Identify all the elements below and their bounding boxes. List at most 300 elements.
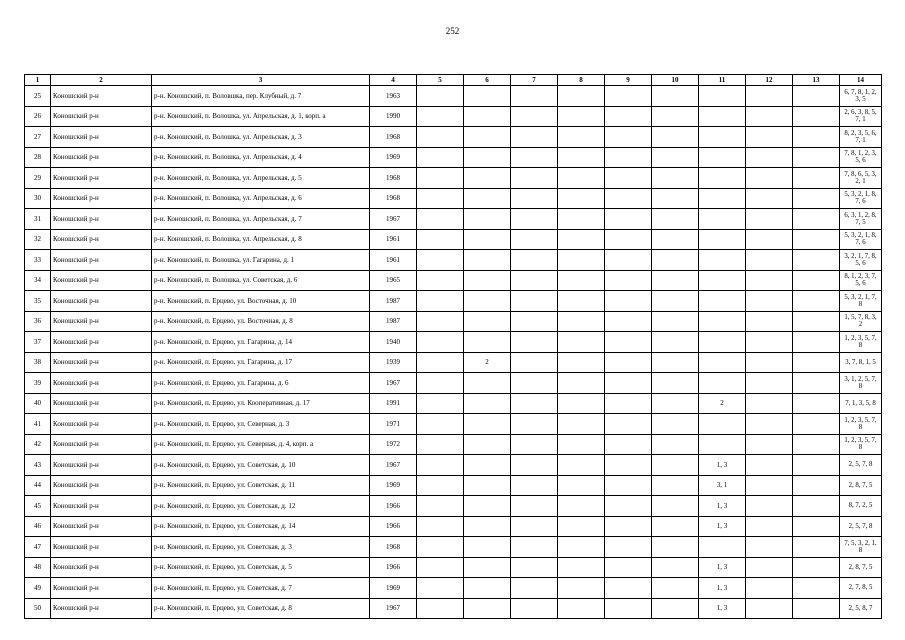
column-6-cell: [464, 86, 511, 107]
column-5-cell: [417, 86, 464, 107]
code-list-cell: 3, 7, 8, 1, 5: [840, 352, 882, 373]
column-8-cell: [558, 578, 605, 599]
column-13-cell: [793, 332, 840, 353]
column-7-cell: [511, 578, 558, 599]
column-11-cell: [699, 188, 746, 209]
column-11-cell: 1, 3: [699, 578, 746, 599]
district-cell: Коношский р-н: [51, 291, 152, 312]
column-6-cell: [464, 168, 511, 189]
column-header-8: 8: [558, 75, 605, 86]
column-10-cell: [652, 250, 699, 271]
column-11-cell: [699, 352, 746, 373]
column-11-cell: [699, 373, 746, 394]
column-8-cell: [558, 250, 605, 271]
table-row: [25, 311, 882, 332]
column-8-cell: [558, 332, 605, 353]
column-5-cell: [417, 147, 464, 168]
column-11-cell: [699, 414, 746, 435]
column-7-cell: [511, 106, 558, 127]
row-number-cell: 41: [25, 414, 51, 435]
column-9-cell: [605, 86, 652, 107]
column-7-cell: [511, 229, 558, 250]
column-5-cell: [417, 455, 464, 476]
table-row: [25, 393, 882, 414]
column-10-cell: [652, 332, 699, 353]
column-6-cell: [464, 393, 511, 414]
column-5-cell: [417, 188, 464, 209]
column-10-cell: [652, 496, 699, 517]
address-cell: р-н. Коношский, п. Волошка, ул. Апрельская, д. 3: [152, 127, 370, 148]
column-12-cell: [746, 578, 793, 599]
code-list-cell: 8, 1, 2, 3, 7, 5, 6: [840, 270, 882, 291]
code-list-cell: 1, 5, 7, 8, 3, 2: [840, 311, 882, 332]
code-list-cell: 6, 3, 1, 2, 8, 7, 5: [840, 209, 882, 230]
code-list-cell: 5, 3, 2, 1, 7, 8: [840, 291, 882, 312]
year-cell: 1990: [370, 106, 417, 127]
table-row: [25, 598, 882, 619]
column-10-cell: [652, 455, 699, 476]
district-cell: Коношский р-н: [51, 311, 152, 332]
column-6-cell: [464, 557, 511, 578]
column-6-cell: [464, 578, 511, 599]
address-cell: р-н. Коношский, п. Ерцево, ул. Восточная, д. 8: [152, 311, 370, 332]
column-10-cell: [652, 147, 699, 168]
page-number: 252: [445, 26, 460, 36]
column-11-cell: [699, 147, 746, 168]
column-9-cell: [605, 311, 652, 332]
column-6-cell: [464, 598, 511, 619]
column-7-cell: [511, 496, 558, 517]
column-12-cell: [746, 291, 793, 312]
column-8-cell: [558, 311, 605, 332]
column-10-cell: [652, 229, 699, 250]
column-13-cell: [793, 557, 840, 578]
district-cell: Коношский р-н: [51, 537, 152, 558]
code-list-cell: 5, 3, 2, 1, 8, 7, 6: [840, 229, 882, 250]
column-5-cell: [417, 496, 464, 517]
column-8-cell: [558, 147, 605, 168]
year-cell: 1940: [370, 332, 417, 353]
table-row: [25, 270, 882, 291]
code-list-cell: 3, 2, 1, 7, 8, 5, 6: [840, 250, 882, 271]
column-10-cell: [652, 106, 699, 127]
address-cell: р-н. Коношский, п. Ерцево, ул. Советская, д. 3: [152, 537, 370, 558]
column-10-cell: [652, 393, 699, 414]
table-row: [25, 127, 882, 148]
row-number-cell: 42: [25, 434, 51, 455]
table-row: [25, 188, 882, 209]
column-10-cell: [652, 270, 699, 291]
column-13-cell: [793, 475, 840, 496]
district-cell: Коношский р-н: [51, 147, 152, 168]
district-cell: Коношский р-н: [51, 188, 152, 209]
column-7-cell: [511, 455, 558, 476]
column-13-cell: [793, 537, 840, 558]
year-cell: 1961: [370, 250, 417, 271]
district-cell: Коношский р-н: [51, 352, 152, 373]
column-10-cell: [652, 516, 699, 537]
column-7-cell: [511, 393, 558, 414]
column-9-cell: [605, 209, 652, 230]
year-cell: 1966: [370, 557, 417, 578]
column-13-cell: [793, 188, 840, 209]
column-header-9: 9: [605, 75, 652, 86]
column-9-cell: [605, 475, 652, 496]
column-12-cell: [746, 352, 793, 373]
district-cell: Коношский р-н: [51, 414, 152, 435]
address-cell: р-н. Коношский, п. Волошка, ул. Апрельская, д. 4: [152, 147, 370, 168]
column-7-cell: [511, 373, 558, 394]
address-cell: р-н. Коношский, п. Волошка, ул. Апрельская, д. 8: [152, 229, 370, 250]
code-list-cell: 2, 7, 8, 5: [840, 578, 882, 599]
column-header-13: 13: [793, 75, 840, 86]
column-12-cell: [746, 86, 793, 107]
district-cell: Коношский р-н: [51, 434, 152, 455]
column-11-cell: [699, 434, 746, 455]
column-8-cell: [558, 291, 605, 312]
column-8-cell: [558, 127, 605, 148]
column-11-cell: 1, 3: [699, 455, 746, 476]
column-8-cell: [558, 373, 605, 394]
code-list-cell: 7, 1, 3, 5, 8: [840, 393, 882, 414]
table-row: [25, 537, 882, 558]
column-header-6: 6: [464, 75, 511, 86]
column-5-cell: [417, 106, 464, 127]
column-5-cell: [417, 578, 464, 599]
column-6-cell: [464, 188, 511, 209]
year-cell: 1967: [370, 373, 417, 394]
year-cell: 1939: [370, 352, 417, 373]
table-row: [25, 496, 882, 517]
column-11-cell: [699, 270, 746, 291]
column-9-cell: [605, 516, 652, 537]
column-11-cell: [699, 86, 746, 107]
column-7-cell: [511, 291, 558, 312]
column-5-cell: [417, 414, 464, 435]
address-cell: р-н. Коношский, п. Ерцево, ул. Гагарина, д. 17: [152, 352, 370, 373]
column-10-cell: [652, 598, 699, 619]
column-13-cell: [793, 168, 840, 189]
column-8-cell: [558, 496, 605, 517]
column-12-cell: [746, 229, 793, 250]
column-6-cell: [464, 127, 511, 148]
column-13-cell: [793, 578, 840, 599]
column-11-cell: [699, 127, 746, 148]
district-cell: Коношский р-н: [51, 598, 152, 619]
column-12-cell: [746, 373, 793, 394]
table-row: [25, 291, 882, 312]
table-row: [25, 578, 882, 599]
column-8-cell: [558, 414, 605, 435]
address-cell: р-н. Коношский, п. Ерцево, ул. Гагарина, д. 14: [152, 332, 370, 353]
column-7-cell: [511, 86, 558, 107]
district-cell: Коношский р-н: [51, 373, 152, 394]
column-9-cell: [605, 168, 652, 189]
column-5-cell: [417, 250, 464, 271]
column-5-cell: [417, 537, 464, 558]
column-12-cell: [746, 434, 793, 455]
column-12-cell: [746, 311, 793, 332]
column-header-7: 7: [511, 75, 558, 86]
district-cell: Коношский р-н: [51, 578, 152, 599]
column-7-cell: [511, 516, 558, 537]
column-10-cell: [652, 188, 699, 209]
row-number-cell: 44: [25, 475, 51, 496]
row-number-cell: 43: [25, 455, 51, 476]
row-number-cell: 40: [25, 393, 51, 414]
year-cell: 1965: [370, 270, 417, 291]
column-6-cell: [464, 496, 511, 517]
column-7-cell: [511, 209, 558, 230]
column-11-cell: [699, 209, 746, 230]
year-cell: 1968: [370, 188, 417, 209]
code-list-cell: 7, 8, 6, 5, 3, 2, 1: [840, 168, 882, 189]
column-9-cell: [605, 537, 652, 558]
column-12-cell: [746, 516, 793, 537]
address-cell: р-н. Коношский, п. Воловшка, пер. Клубный, д. 7: [152, 86, 370, 107]
table-row: [25, 516, 882, 537]
column-11-cell: 1, 3: [699, 557, 746, 578]
column-7-cell: [511, 557, 558, 578]
year-cell: 1971: [370, 414, 417, 435]
address-cell: р-н. Коношский, п. Ерцево, ул. Советская, д. 10: [152, 455, 370, 476]
year-cell: 1972: [370, 434, 417, 455]
column-11-cell: [699, 106, 746, 127]
address-cell: р-н. Коношский, п. Ерцево, ул. Советская, д. 7: [152, 578, 370, 599]
row-number-cell: 45: [25, 496, 51, 517]
year-cell: 1991: [370, 393, 417, 414]
column-11-cell: 1, 3: [699, 516, 746, 537]
row-number-cell: 26: [25, 106, 51, 127]
column-10-cell: [652, 414, 699, 435]
column-9-cell: [605, 455, 652, 476]
column-10-cell: [652, 537, 699, 558]
table-row: [25, 557, 882, 578]
address-cell: р-н. Коношский, п. Ерцево, ул. Гагарина, д. 6: [152, 373, 370, 394]
column-6-cell: [464, 332, 511, 353]
column-13-cell: [793, 455, 840, 476]
column-8-cell: [558, 537, 605, 558]
column-8-cell: [558, 106, 605, 127]
column-5-cell: [417, 229, 464, 250]
row-number-cell: 30: [25, 188, 51, 209]
column-12-cell: [746, 188, 793, 209]
code-list-cell: 7, 8, 1, 2, 3, 5, 6: [840, 147, 882, 168]
district-cell: Коношский р-н: [51, 106, 152, 127]
table-row: [25, 455, 882, 476]
column-header-12: 12: [746, 75, 793, 86]
column-10-cell: [652, 168, 699, 189]
year-cell: 1966: [370, 496, 417, 517]
column-13-cell: [793, 352, 840, 373]
row-number-cell: 32: [25, 229, 51, 250]
year-cell: 1963: [370, 86, 417, 107]
district-cell: Коношский р-н: [51, 270, 152, 291]
column-7-cell: [511, 127, 558, 148]
column-header-1: 1: [25, 75, 51, 86]
column-5-cell: [417, 475, 464, 496]
table-row: [25, 332, 882, 353]
column-11-cell: [699, 229, 746, 250]
column-9-cell: [605, 291, 652, 312]
column-9-cell: [605, 578, 652, 599]
year-cell: 1987: [370, 311, 417, 332]
column-12-cell: [746, 598, 793, 619]
column-6-cell: [464, 209, 511, 230]
column-13-cell: [793, 516, 840, 537]
column-12-cell: [746, 168, 793, 189]
column-6-cell: [464, 311, 511, 332]
row-number-cell: 36: [25, 311, 51, 332]
row-number-cell: 33: [25, 250, 51, 271]
column-12-cell: [746, 496, 793, 517]
column-12-cell: [746, 537, 793, 558]
column-7-cell: [511, 147, 558, 168]
column-9-cell: [605, 127, 652, 148]
column-9-cell: [605, 598, 652, 619]
column-6-cell: [464, 106, 511, 127]
column-header-3: 3: [152, 75, 370, 86]
address-cell: р-н. Коношский, п. Ерцево, ул. Северная, д. 3: [152, 414, 370, 435]
column-10-cell: [652, 291, 699, 312]
district-cell: Коношский р-н: [51, 475, 152, 496]
district-cell: Коношский р-н: [51, 209, 152, 230]
column-5-cell: [417, 311, 464, 332]
column-6-cell: [464, 414, 511, 435]
district-cell: Коношский р-н: [51, 229, 152, 250]
column-12-cell: [746, 475, 793, 496]
table-row: [25, 414, 882, 435]
column-13-cell: [793, 250, 840, 271]
column-8-cell: [558, 188, 605, 209]
column-6-cell: [464, 291, 511, 312]
table-row: [25, 373, 882, 394]
code-list-cell: 2, 8, 7, 5: [840, 557, 882, 578]
column-10-cell: [652, 557, 699, 578]
address-cell: р-н. Коношский, п. Ерцево, ул. Советская, д. 14: [152, 516, 370, 537]
year-cell: 1968: [370, 537, 417, 558]
column-13-cell: [793, 147, 840, 168]
column-8-cell: [558, 270, 605, 291]
column-9-cell: [605, 106, 652, 127]
address-cell: р-н. Коношский, п. Ерцево, ул. Восточная, д. 10: [152, 291, 370, 312]
column-11-cell: 2: [699, 393, 746, 414]
column-5-cell: [417, 373, 464, 394]
address-cell: р-н. Коношский, п. Ерцево, ул. Советская, д. 5: [152, 557, 370, 578]
column-7-cell: [511, 537, 558, 558]
column-9-cell: [605, 188, 652, 209]
column-6-cell: [464, 516, 511, 537]
year-cell: 1967: [370, 209, 417, 230]
column-header-4: 4: [370, 75, 417, 86]
address-cell: р-н. Коношский, п. Волошка, ул. Гагарина, д. 1: [152, 250, 370, 271]
column-12-cell: [746, 332, 793, 353]
column-13-cell: [793, 291, 840, 312]
year-cell: 1968: [370, 168, 417, 189]
year-cell: 1987: [370, 291, 417, 312]
column-9-cell: [605, 147, 652, 168]
column-5-cell: [417, 393, 464, 414]
column-9-cell: [605, 250, 652, 271]
column-6-cell: [464, 250, 511, 271]
table-row: [25, 229, 882, 250]
column-13-cell: [793, 414, 840, 435]
column-7-cell: [511, 434, 558, 455]
column-10-cell: [652, 578, 699, 599]
code-list-cell: 2, 6, 3, 8, 5, 7, 1: [840, 106, 882, 127]
column-7-cell: [511, 311, 558, 332]
code-list-cell: 1, 2, 3, 5, 7, 8: [840, 434, 882, 455]
table-row: [25, 106, 882, 127]
district-cell: Коношский р-н: [51, 516, 152, 537]
address-cell: р-н. Коношский, п. Волошка, ул. Апрельская, д. 1, корп. а: [152, 106, 370, 127]
column-5-cell: [417, 127, 464, 148]
column-10-cell: [652, 209, 699, 230]
column-9-cell: [605, 332, 652, 353]
row-number-cell: 25: [25, 86, 51, 107]
row-number-cell: 39: [25, 373, 51, 394]
column-13-cell: [793, 598, 840, 619]
row-number-cell: 34: [25, 270, 51, 291]
column-6-cell: 2: [464, 352, 511, 373]
column-12-cell: [746, 209, 793, 230]
column-10-cell: [652, 475, 699, 496]
column-11-cell: [699, 332, 746, 353]
row-number-cell: 37: [25, 332, 51, 353]
column-11-cell: [699, 250, 746, 271]
year-cell: 1969: [370, 475, 417, 496]
column-9-cell: [605, 352, 652, 373]
address-cell: р-н. Коношский, п. Волошка, ул. Апрельская, д. 6: [152, 188, 370, 209]
column-5-cell: [417, 168, 464, 189]
column-7-cell: [511, 475, 558, 496]
district-cell: Коношский р-н: [51, 250, 152, 271]
column-9-cell: [605, 270, 652, 291]
address-cell: р-н. Коношский, п. Ерцево, ул. Советская, д. 11: [152, 475, 370, 496]
column-6-cell: [464, 455, 511, 476]
column-13-cell: [793, 270, 840, 291]
year-cell: 1968: [370, 127, 417, 148]
table-row: [25, 250, 882, 271]
column-11-cell: 3, 1: [699, 475, 746, 496]
column-11-cell: [699, 537, 746, 558]
column-9-cell: [605, 229, 652, 250]
column-12-cell: [746, 147, 793, 168]
column-12-cell: [746, 414, 793, 435]
column-12-cell: [746, 250, 793, 271]
column-8-cell: [558, 352, 605, 373]
column-5-cell: [417, 598, 464, 619]
row-number-cell: 47: [25, 537, 51, 558]
address-cell: р-н. Коношский, п. Ерцево, ул. Кооперативная, д. 17: [152, 393, 370, 414]
column-header-2: 2: [51, 75, 152, 86]
header-row: [25, 75, 882, 86]
column-12-cell: [746, 270, 793, 291]
column-12-cell: [746, 127, 793, 148]
column-7-cell: [511, 250, 558, 271]
year-cell: 1969: [370, 147, 417, 168]
column-13-cell: [793, 209, 840, 230]
column-13-cell: [793, 229, 840, 250]
column-11-cell: [699, 291, 746, 312]
code-list-cell: 2, 5, 7, 8: [840, 516, 882, 537]
code-list-cell: 1, 2, 3, 5, 7, 8: [840, 414, 882, 435]
district-cell: Коношский р-н: [51, 393, 152, 414]
column-6-cell: [464, 373, 511, 394]
district-cell: Коношский р-н: [51, 455, 152, 476]
address-cell: р-н. Коношский, п. Ерцево, ул. Северная, д. 4, корп. а: [152, 434, 370, 455]
column-8-cell: [558, 455, 605, 476]
